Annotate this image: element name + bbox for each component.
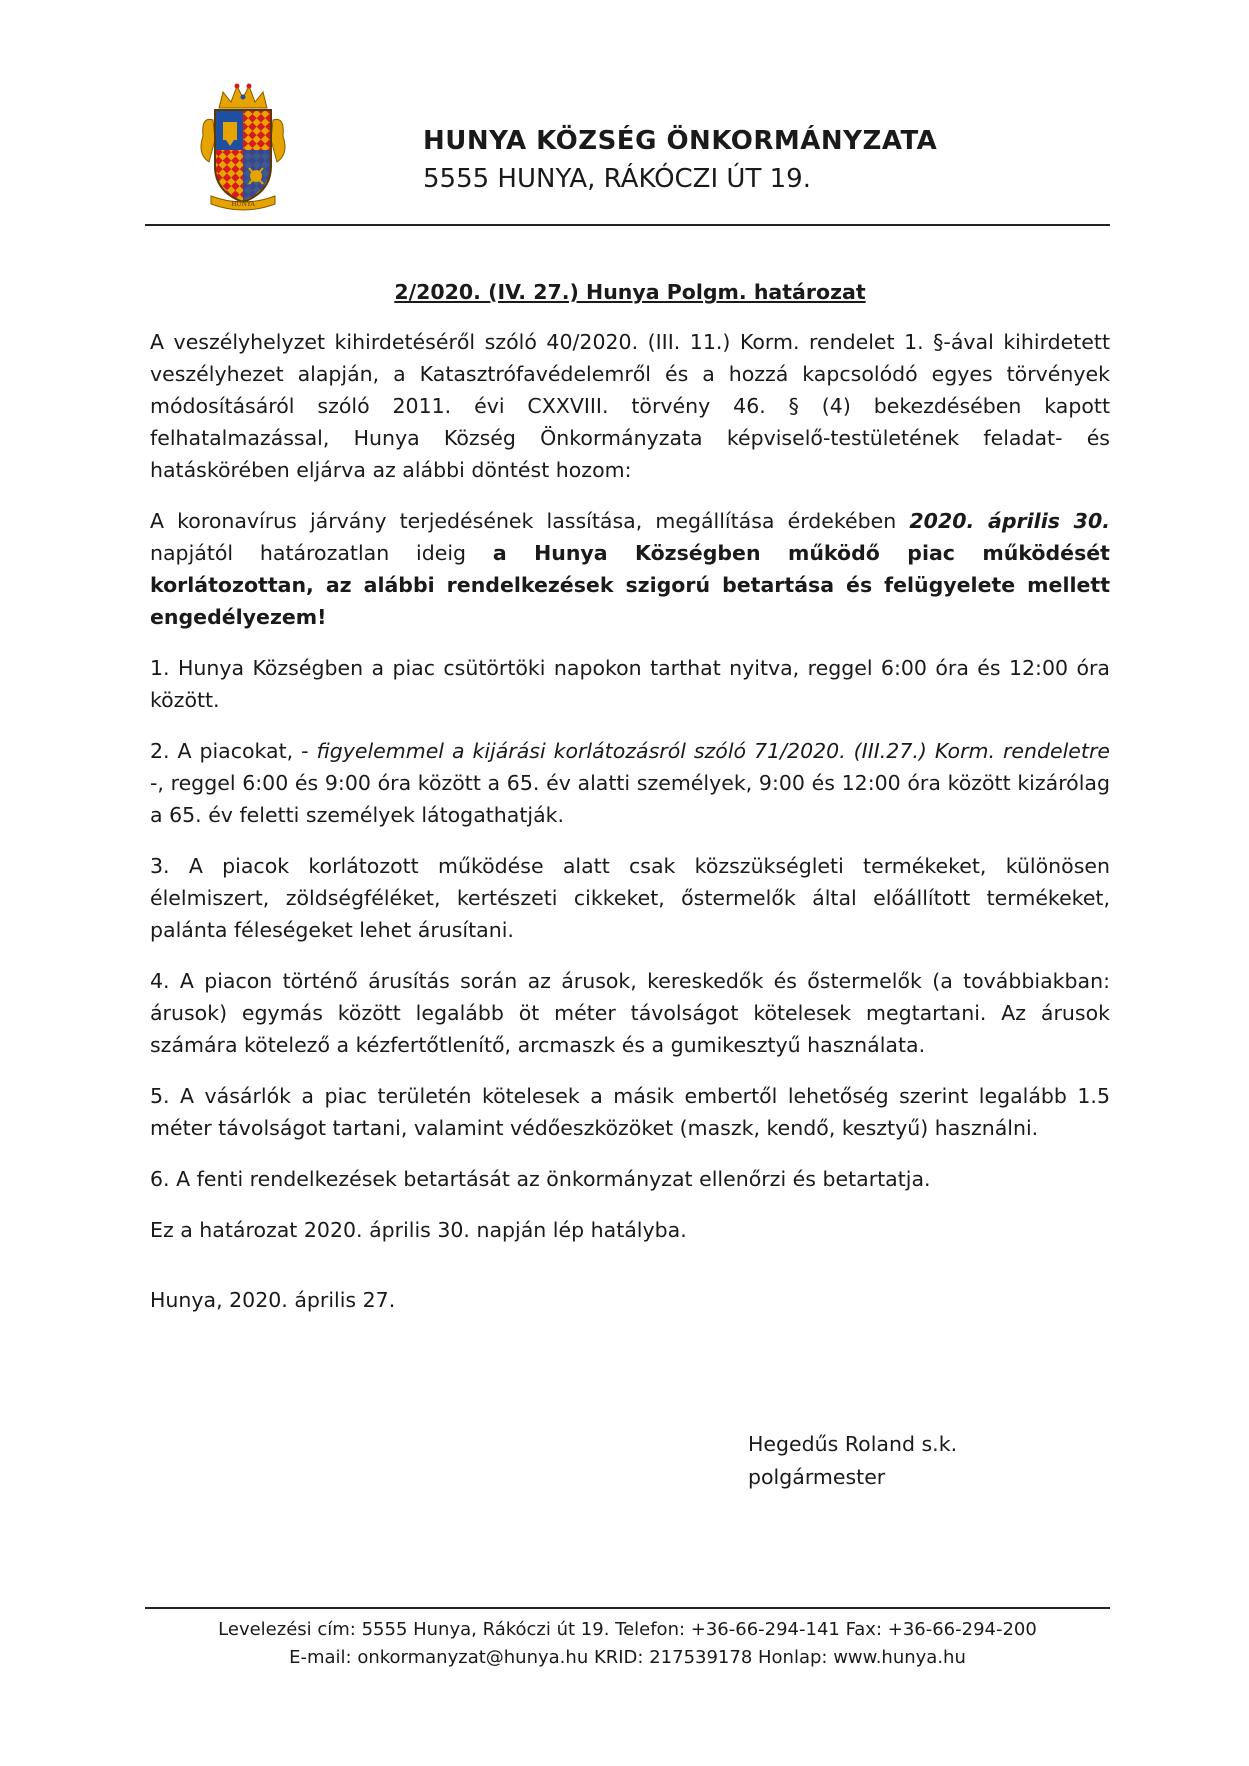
point-2-end: -, reggel 6:00 és 9:00 óra között a 65. év alatti személyek, 9:00 és 12:00 óra között kizárólag a 65. év feletti személyek látogathatják. (150, 771, 1110, 827)
document-title: 2/2020. (IV. 27.) Hunya Polgm. határozat (394, 280, 866, 304)
point-1: 1. Hunya Községben a piac csütörtöki napokon tarthat nyitva, reggel 6:00 óra és 12:00 óra között. (150, 656, 1110, 712)
effective-date: Ez a határozat 2020. április 30. napján lép hatályba. (150, 1218, 687, 1242)
point-2-start: 2. A piacokat, - (150, 739, 317, 763)
coat-of-arms-icon (193, 80, 293, 214)
decision-date: 2020. április 30. (909, 509, 1111, 533)
letterhead (145, 78, 1110, 224)
point-6: 6. A fenti rendelkezések betartását az önkormányzat ellenőrzi és betartatja. (150, 1167, 931, 1191)
place-and-date: Hunya, 2020. április 27. (150, 1288, 396, 1312)
decision-text: A koronavírus járvány terjedésének lassítása, megállítása érdekében (150, 509, 910, 533)
organization-address: 5555 HUNYA, RÁKÓCZI ÚT 19. (423, 164, 811, 194)
organization-block (423, 123, 937, 197)
intro-paragraph: A veszélyhelyzet kihirdetéséről szóló 40/2020. (III. 11.) Korm. rendelet 1. §-ával kihirdetett veszélyhezet alapján, a Katasztrófavédelemről és a hozzá kapcsolódó egyes törvények módosításáról szóló 2011. évi CXXVIII. törvény 46. § (4) bekezdésében kapott felhatalmazással, Hunya Község Önkormányzata képviselő-testületének feladat- és hatáskörében eljárva az alábbi döntést hozom: (150, 330, 1110, 482)
organization-name: HUNYA KÖZSÉG ÖNKORMÁNYZATA (423, 126, 938, 156)
signer-name: Hegedűs Roland s.k. (748, 1432, 958, 1456)
document-body (150, 276, 1110, 1265)
signer-title: polgármester (748, 1465, 886, 1489)
point-5: 5. A vásárlók a piac területén kötelesek a másik embertől lehetőség szerint legalább 1.5 méter távolságot tartani, valamint védőeszközöket (maszk, kendő, kesztyű) használni. (150, 1084, 1110, 1140)
decision-bold-text: a Hunya Községben működő piac működését korlátozottan, az alábbi rendelkezések szigorú betartása és felügyelete mellett engedélyezem! (150, 541, 1110, 629)
decision-text-2: napjától határozatlan ideig (150, 541, 493, 565)
point-2-reference: figyelemmel a kijárási korlátozásról szóló 71/2020. (III.27.) Korm. rendeletre (316, 739, 1110, 763)
footer-online-line: E-mail: onkormanyzat@hunya.hu KRID: 217539178 Honlap: www.hunya.hu (289, 1647, 966, 1668)
footer-contact-line: Levelezési cím: 5555 Hunya, Rákóczi út 19. Telefon: +36-66-294-141 Fax: +36-66-294-200 (218, 1619, 1037, 1640)
point-4: 4. A piacon történő árusítás során az árusok, kereskedők és őstermelők (a továbbiakban: árusok) egymás között legalább öt méter távolságot kötelesek megtartani. Az árusok számára kötelező a kézfertőtlenítő, arcmaszk és a gumikesztyű használata. (150, 969, 1110, 1057)
point-3: 3. A piacok korlátozott működése alatt csak közszükségleti termékeket, különösen élelmiszert, zöldségféléket, kertészeti cikkeket, őstermelők által előállított termékeket, palánta féleségeket lehet árusítani. (150, 854, 1110, 942)
footer-divider (145, 1607, 1110, 1609)
crest-banner-text: HUNYA (231, 201, 255, 208)
point-2 (150, 735, 1110, 831)
decision-paragraph (150, 505, 1110, 633)
signature-block (748, 1428, 957, 1494)
footer (145, 1616, 1110, 1672)
header-divider (145, 224, 1110, 226)
